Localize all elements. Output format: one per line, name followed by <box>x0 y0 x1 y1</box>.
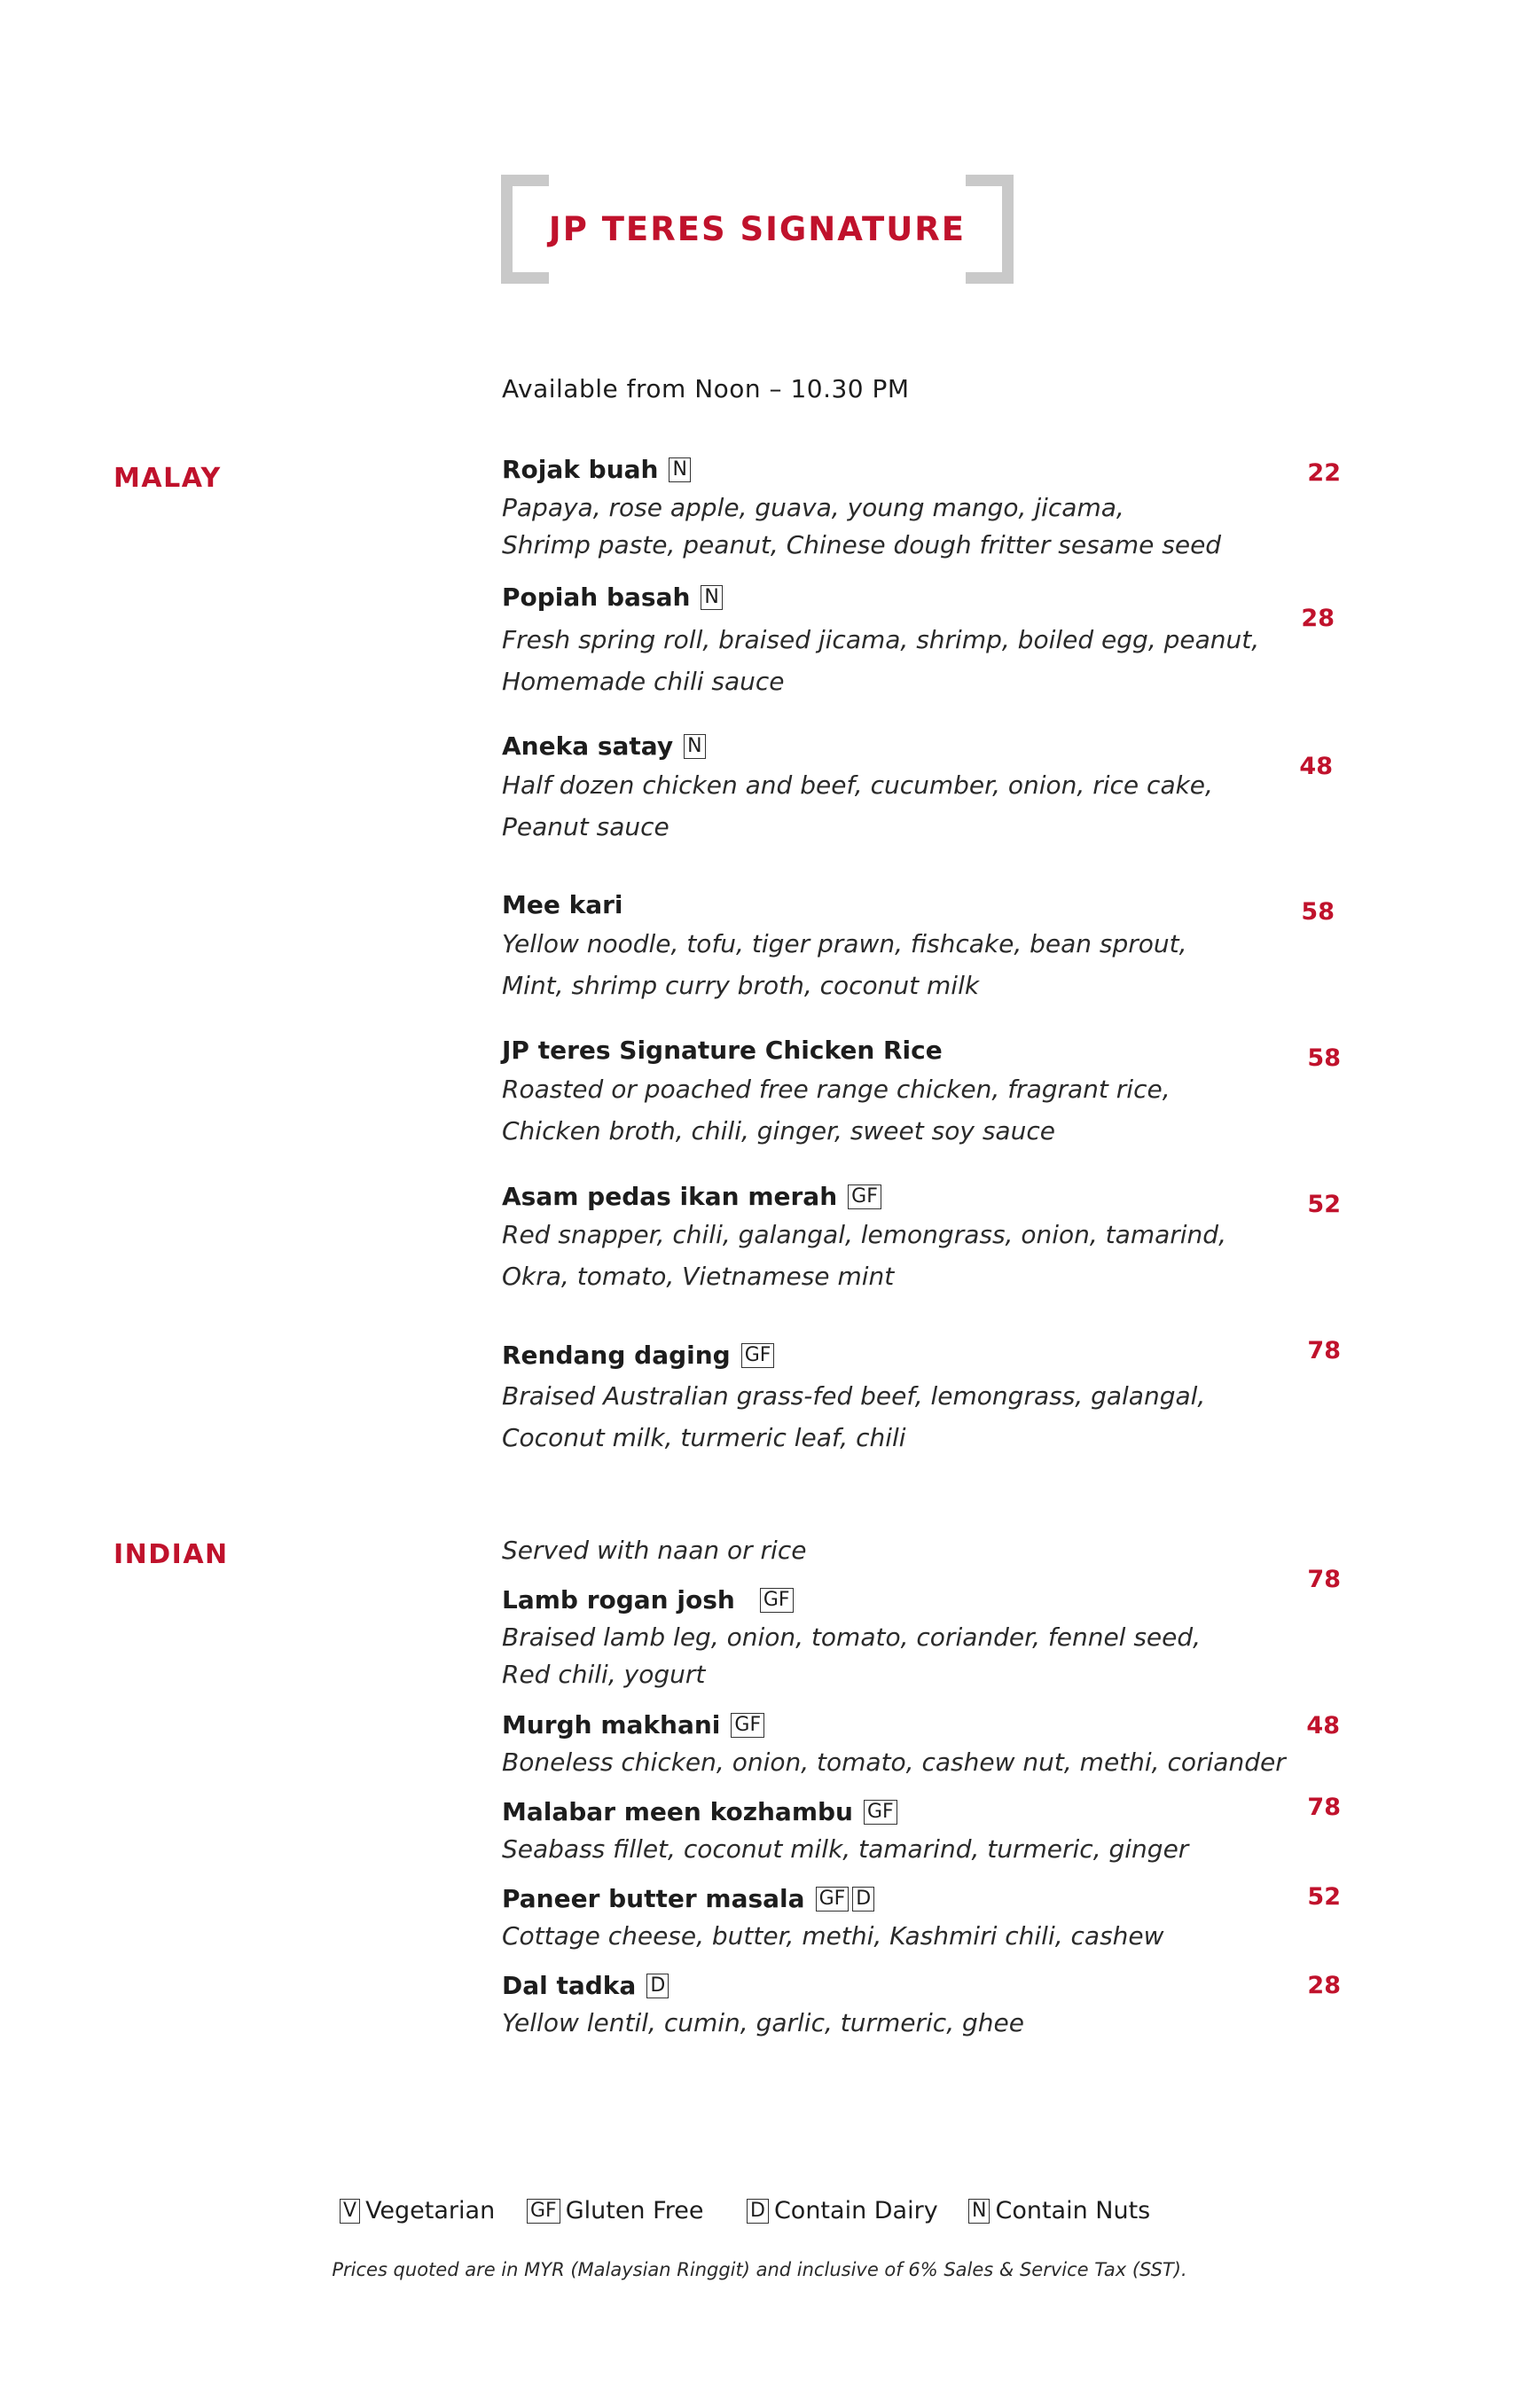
legend-label: Contain Nuts <box>995 2197 1151 2224</box>
served-with-note: Served with naan or rice <box>502 1536 807 1565</box>
item-price: 78 <box>1307 1794 1341 1821</box>
vegetarian-tag-icon: V <box>340 2199 360 2224</box>
legend-label: Contain Dairy <box>773 2197 938 2224</box>
item-description: Homemade chili sauce <box>502 667 785 696</box>
item-name-text: Lamb rogan josh <box>502 1585 735 1614</box>
dairy-tag-icon: D <box>747 2199 769 2224</box>
item-description: Braised Australian grass-fed beef, lemongrass, galangal, <box>502 1381 1206 1411</box>
item-price: 58 <box>1301 898 1335 926</box>
item-description: Half dozen chicken and beef, cucumber, onion, rice cake, <box>502 770 1213 800</box>
menu-item-name <box>502 890 634 919</box>
item-description: Braised lamb leg, onion, tomato, coriander, fennel seed, <box>502 1622 1202 1652</box>
item-name-text: Asam pedas ikan merah <box>502 1182 838 1211</box>
menu-item-name <box>502 1182 881 1211</box>
item-description: Coconut milk, turmeric leaf, chili <box>502 1423 906 1452</box>
legend-label: Gluten Free <box>565 2197 704 2224</box>
item-price: 28 <box>1301 605 1335 632</box>
item-price: 28 <box>1307 1972 1341 1999</box>
item-description: Okra, tomato, Vietnamese mint <box>502 1262 895 1291</box>
item-name-text: Aneka satay <box>502 731 674 761</box>
item-description: Yellow noodle, tofu, tiger prawn, fishcake, bean sprout, <box>502 929 1187 958</box>
legend-item-dairy <box>747 2197 938 2224</box>
dairy-tag-icon: D <box>852 1887 874 1912</box>
nuts-tag-icon: N <box>701 585 722 610</box>
page-title: JP TERES SIGNATURE <box>548 210 967 248</box>
item-price: 48 <box>1306 1712 1340 1740</box>
legend-item-vegetarian <box>340 2197 495 2224</box>
gluten-free-tag-icon: GF <box>848 1184 881 1209</box>
item-price: 22 <box>1307 459 1341 487</box>
gluten-free-tag-icon: GF <box>760 1588 794 1613</box>
menu-item-name <box>502 582 723 612</box>
nuts-tag-icon: N <box>684 734 705 759</box>
gluten-free-tag-icon: GF <box>864 1800 897 1825</box>
legend-item-gluten-free <box>527 2197 703 2224</box>
item-description: Cottage cheese, butter, methi, Kashmiri chili, cashew <box>502 1921 1164 1951</box>
item-description: Fresh spring roll, braised jicama, shrimp, boiled egg, peanut, <box>502 625 1260 654</box>
item-description: Red chili, yogurt <box>502 1660 706 1689</box>
menu-item-name <box>502 1036 953 1065</box>
item-description: Chicken broth, chili, ginger, sweet soy sauce <box>502 1116 1055 1145</box>
availability-hours: Available from Noon – 10.30 PM <box>502 374 910 403</box>
menu-item-name <box>502 1710 764 1740</box>
item-name-text: Rojak buah <box>502 455 659 484</box>
menu-item-name <box>502 1797 897 1826</box>
item-description: Papaya, rose apple, guava, young mango, jicama, <box>502 493 1124 522</box>
item-name-text: Malabar meen kozhambu <box>502 1797 853 1826</box>
menu-item-name <box>502 1971 669 2000</box>
item-name-text: Paneer butter masala <box>502 1884 805 1913</box>
item-description: Shrimp paste, peanut, Chinese dough fritter sesame seed <box>502 530 1222 559</box>
gluten-free-tag-icon: GF <box>741 1343 775 1368</box>
section-label-malay: MALAY <box>114 463 222 494</box>
item-name-text: Rendang daging <box>502 1341 731 1370</box>
legend-label: Vegetarian <box>365 2197 496 2224</box>
legend-item-nuts <box>968 2197 1150 2224</box>
item-name-text: Popiah basah <box>502 582 691 612</box>
item-price: 52 <box>1307 1191 1341 1218</box>
item-description: Red snapper, chili, galangal, lemongrass, onion, tamarind, <box>502 1220 1226 1249</box>
item-name-text: Mee kari <box>502 890 623 919</box>
item-price: 78 <box>1307 1566 1341 1593</box>
item-name-text: Murgh makhani <box>502 1710 721 1740</box>
gluten-free-tag-icon: GF <box>731 1713 764 1738</box>
item-price: 58 <box>1307 1044 1341 1072</box>
menu-item-name <box>502 455 691 484</box>
menu-item-name <box>502 1585 794 1614</box>
section-label-indian: INDIAN <box>114 1539 229 1570</box>
menu-title-block <box>501 175 1014 284</box>
item-description: Mint, shrimp curry broth, coconut milk <box>502 971 980 1000</box>
nuts-tag-icon: N <box>669 457 690 482</box>
menu-item-name <box>502 1884 874 1913</box>
item-name-text: Dal tadka <box>502 1971 637 2000</box>
item-price: 52 <box>1307 1883 1341 1911</box>
item-price: 78 <box>1307 1337 1341 1364</box>
item-description: Seabass fillet, coconut milk, tamarind, turmeric, ginger <box>502 1834 1189 1864</box>
item-description: Roasted or poached free range chicken, fragrant rice, <box>502 1075 1171 1104</box>
nuts-tag-icon: N <box>968 2199 990 2224</box>
price-footnote: Prices quoted are in MYR (Malaysian Ringgit) and inclusive of 6% Sales & Service Tax (SST). <box>332 2259 1187 2280</box>
item-description: Yellow lentil, cumin, garlic, turmeric, ghee <box>502 2008 1024 2037</box>
item-name-text: JP teres Signature Chicken Rice <box>502 1036 943 1065</box>
gluten-free-tag-icon: GF <box>816 1887 850 1912</box>
menu-item-name <box>502 1341 774 1370</box>
item-description: Peanut sauce <box>502 812 669 841</box>
dairy-tag-icon: D <box>646 1974 669 1998</box>
menu-item-name <box>502 731 706 761</box>
item-description: Boneless chicken, onion, tomato, cashew nut, methi, coriander <box>502 1747 1286 1777</box>
item-price: 48 <box>1299 753 1333 780</box>
gluten-free-tag-icon: GF <box>527 2199 560 2224</box>
